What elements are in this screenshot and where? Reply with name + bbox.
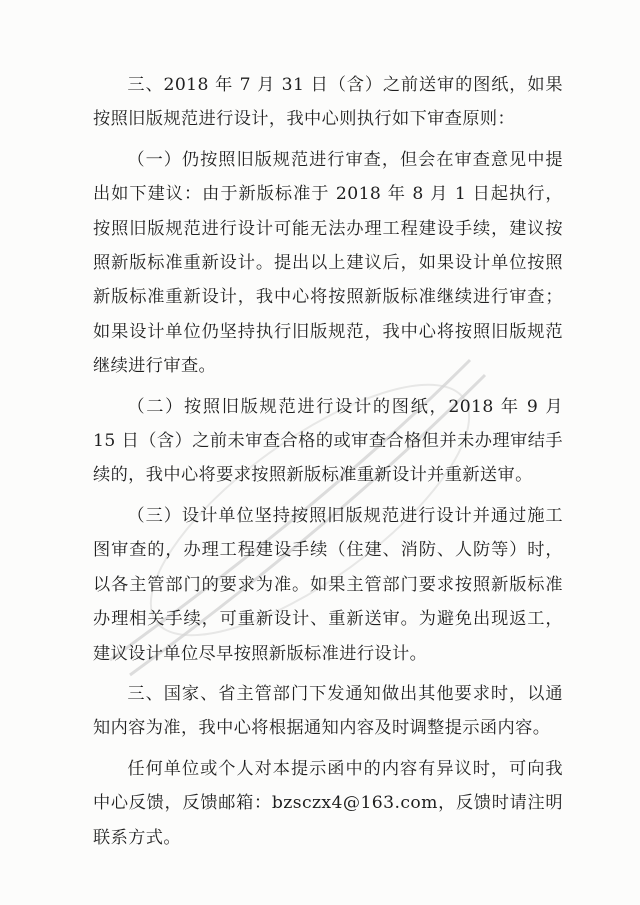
paragraph-feedback: 任何单位或个人对本提示函中的内容有异议时，可向我中心反馈，反馈邮箱：bzsczx4@163.com，反馈时请注明联系方式。 — [93, 758, 563, 848]
document-body — [93, 68, 563, 855]
paragraph-section-three: 三、2018 年 7 月 31 日（含）之前送审的图纸，如果按照旧版规范进行设计，我中心则执行如下审查原则： — [93, 75, 563, 130]
paragraph-item-two: （二）按照旧版规范进行设计的图纸，2018 年 9 月 15 日（含）之前未审查合格的或审查合格但并未办理审结手续的，我中心将要求按照新版标准重新设计并重新送审。 — [93, 396, 563, 486]
paragraph-item-three: （三）设计单位坚持按照旧版规范进行设计并通过施工图审查的，办理工程建设手续（住建、消防、人防等）时，以各主管部门的要求为准。如果主管部门要求按照新版标准办理相关手续，可重新设计、重新送审。为避免出现返工，建议设计单位尽早按照新版标准进行设计。 — [93, 505, 563, 664]
paragraph-notice: 三、国家、省主管部门下发通知做出其他要求时，以通知内容为准，我中心将根据通知内容及时调整提示函内容。 — [93, 683, 563, 739]
paragraph-item-one: （一）仍按照旧版规范进行审查，但会在审查意见中提出如下建议：由于新版标准于 2018 年 8 月 1 日起执行，按照旧版规范进行设计可能无法办理工程建设手续，建议按照新版标准重新设计。提出以上建议后，如果设计单位按照新版标准重新设计，我中心将按照新版标准继续进行审查；如果设计单位仍坚持执行旧版规范，我中心将按照旧版规范继续进行审查。 — [93, 149, 563, 377]
